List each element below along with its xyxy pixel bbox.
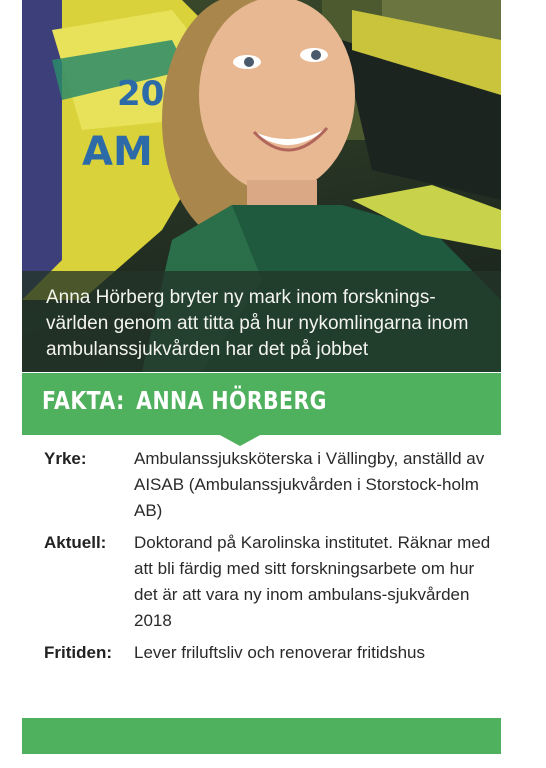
- fact-label: Yrke:: [44, 449, 87, 468]
- banner-title: [42, 386, 327, 415]
- fact-card: [22, 0, 501, 768]
- photo-caption: Anna Hörberg bryter ny mark inom forsknings-världen genom att titta på hur nykomlingarna inom ambulanssjukvården har det på jobbet: [46, 287, 469, 360]
- fact-value: Lever friluftsliv och renoverar fritidshus: [134, 643, 426, 662]
- fact-label: Fritiden:: [44, 643, 112, 662]
- fact-row-aktuell: [44, 530, 494, 634]
- fact-row-yrke: [44, 446, 494, 524]
- fact-label: Aktuell:: [44, 533, 107, 552]
- vehicle-letters: AM: [82, 129, 153, 175]
- banner-prefix: FAKTA:: [42, 386, 125, 415]
- facts-list: [44, 446, 494, 672]
- banner-pointer: [218, 434, 262, 446]
- vehicle-number: 20: [117, 74, 165, 114]
- fact-value: Ambulanssjuksköterska i Vällingby, anställd av AISAB (Ambulanssjukvården i Storstock-holm AB): [134, 449, 485, 520]
- fact-row-fritiden: [44, 640, 494, 666]
- footer-bar: [22, 718, 501, 754]
- fact-value: Doktorand på Karolinska institutet. Räknar med att bli färdig med sitt forskningsarbete om hur det är att vara ny inom ambulans-sjukvården 2018: [134, 533, 491, 630]
- banner-name: ANNA HÖRBERG: [136, 386, 327, 415]
